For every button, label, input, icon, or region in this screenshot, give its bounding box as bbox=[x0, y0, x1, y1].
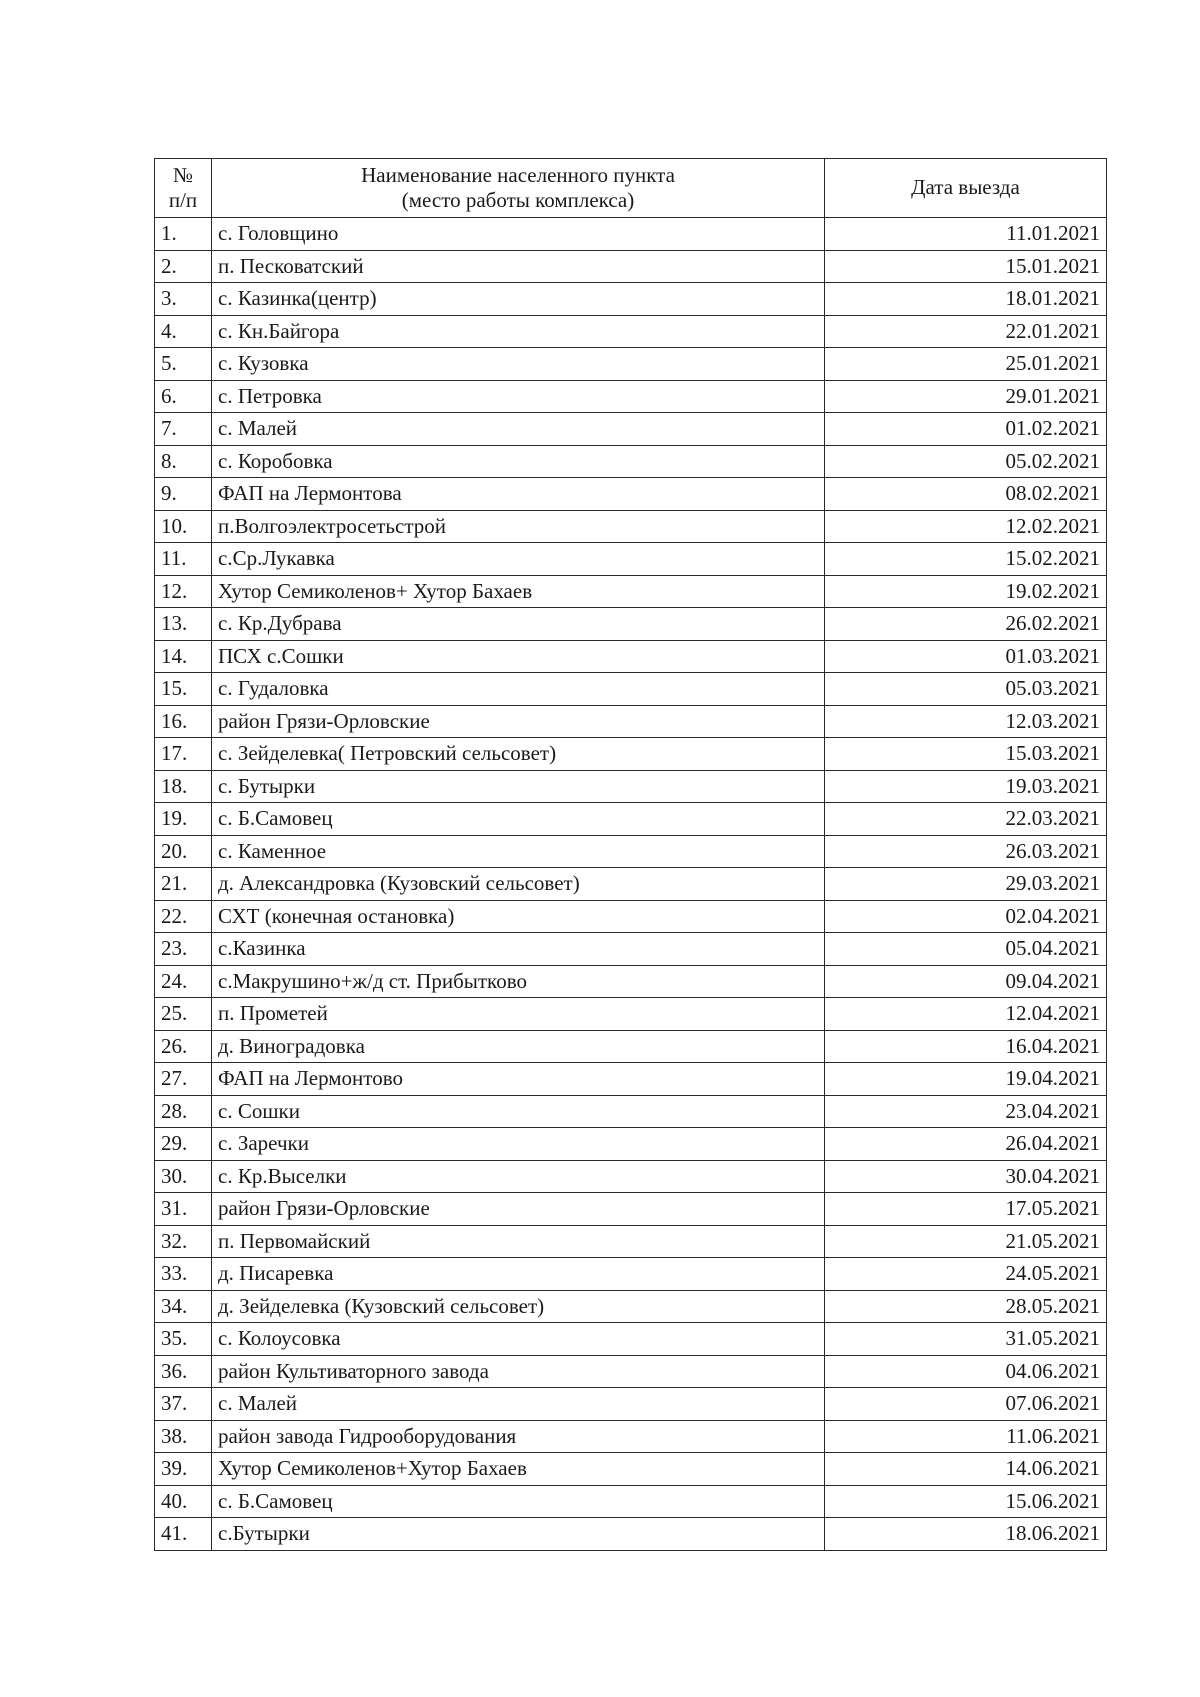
departure-date: 15.06.2021 bbox=[825, 1485, 1107, 1518]
table-row bbox=[155, 218, 1107, 251]
row-number: 28. bbox=[155, 1095, 212, 1128]
settlement-name: с. Зейделевка( Петровский сельсовет) bbox=[212, 738, 825, 771]
departure-date: 12.02.2021 bbox=[825, 510, 1107, 543]
row-number: 32. bbox=[155, 1225, 212, 1258]
settlement-name: район завода Гидрооборудования bbox=[212, 1420, 825, 1453]
table-row bbox=[155, 1258, 1107, 1291]
table-row bbox=[155, 1095, 1107, 1128]
row-number: 5. bbox=[155, 348, 212, 381]
table-row bbox=[155, 348, 1107, 381]
settlement-name: с. Заречки bbox=[212, 1128, 825, 1161]
settlement-name: с. Петровка bbox=[212, 380, 825, 413]
row-number: 7. bbox=[155, 413, 212, 446]
settlement-name: район Грязи-Орловские bbox=[212, 1193, 825, 1226]
row-number: 41. bbox=[155, 1518, 212, 1551]
table-row bbox=[155, 1420, 1107, 1453]
table-row bbox=[155, 640, 1107, 673]
row-number: 29. bbox=[155, 1128, 212, 1161]
table-row bbox=[155, 900, 1107, 933]
table-row bbox=[155, 965, 1107, 998]
table-row bbox=[155, 445, 1107, 478]
table-header bbox=[155, 159, 1107, 218]
departure-date: 24.05.2021 bbox=[825, 1258, 1107, 1291]
departure-date: 16.04.2021 bbox=[825, 1030, 1107, 1063]
table-row bbox=[155, 575, 1107, 608]
table-row bbox=[155, 770, 1107, 803]
row-number: 33. bbox=[155, 1258, 212, 1291]
table-row bbox=[155, 1388, 1107, 1421]
table-row bbox=[155, 673, 1107, 706]
settlement-name: с. Коробовка bbox=[212, 445, 825, 478]
settlement-name: с. Колоусовка bbox=[212, 1323, 825, 1356]
departure-date: 31.05.2021 bbox=[825, 1323, 1107, 1356]
table-body bbox=[155, 218, 1107, 1551]
row-number: 24. bbox=[155, 965, 212, 998]
departure-date: 12.04.2021 bbox=[825, 998, 1107, 1031]
table-row bbox=[155, 1485, 1107, 1518]
table-row bbox=[155, 738, 1107, 771]
table-row bbox=[155, 998, 1107, 1031]
row-number: 18. bbox=[155, 770, 212, 803]
row-number: 35. bbox=[155, 1323, 212, 1356]
row-number: 26. bbox=[155, 1030, 212, 1063]
row-number: 38. bbox=[155, 1420, 212, 1453]
settlement-name: ФАП на Лермонтова bbox=[212, 478, 825, 511]
settlement-name: с. Каменное bbox=[212, 835, 825, 868]
settlement-name: с. Кн.Байгора bbox=[212, 315, 825, 348]
header-number-line1: № bbox=[172, 162, 194, 187]
settlement-name: п.Волгоэлектросетьстрой bbox=[212, 510, 825, 543]
settlement-name: п. Песковатский bbox=[212, 250, 825, 283]
table-row bbox=[155, 608, 1107, 641]
row-number: 17. bbox=[155, 738, 212, 771]
table-row bbox=[155, 868, 1107, 901]
row-number: 16. bbox=[155, 705, 212, 738]
settlement-name: с.Ср.Лукавка bbox=[212, 543, 825, 576]
header-number-line2: п/п bbox=[168, 188, 198, 212]
table-row bbox=[155, 283, 1107, 316]
settlement-name: район Грязи-Орловские bbox=[212, 705, 825, 738]
table-row bbox=[155, 413, 1107, 446]
row-number: 4. bbox=[155, 315, 212, 348]
table-row bbox=[155, 380, 1107, 413]
settlement-name: п. Первомайский bbox=[212, 1225, 825, 1258]
row-number: 37. bbox=[155, 1388, 212, 1421]
row-number: 23. bbox=[155, 933, 212, 966]
table-row bbox=[155, 705, 1107, 738]
departure-date: 15.01.2021 bbox=[825, 250, 1107, 283]
settlement-name: с. Малей bbox=[212, 413, 825, 446]
row-number: 10. bbox=[155, 510, 212, 543]
departure-date: 29.03.2021 bbox=[825, 868, 1107, 901]
table-row bbox=[155, 933, 1107, 966]
departure-date: 01.03.2021 bbox=[825, 640, 1107, 673]
row-number: 36. bbox=[155, 1355, 212, 1388]
row-number: 15. bbox=[155, 673, 212, 706]
settlement-name: с. Кр.Выселки bbox=[212, 1160, 825, 1193]
table-row bbox=[155, 1160, 1107, 1193]
table-row bbox=[155, 803, 1107, 836]
table-row bbox=[155, 315, 1107, 348]
row-number: 2. bbox=[155, 250, 212, 283]
table-row bbox=[155, 1518, 1107, 1551]
departure-date: 19.04.2021 bbox=[825, 1063, 1107, 1096]
header-row bbox=[155, 159, 1107, 218]
settlement-name: ФАП на Лермонтово bbox=[212, 1063, 825, 1096]
row-number: 34. bbox=[155, 1290, 212, 1323]
table-row bbox=[155, 250, 1107, 283]
row-number: 13. bbox=[155, 608, 212, 641]
settlement-name: с. Б.Самовец bbox=[212, 1485, 825, 1518]
row-number: 27. bbox=[155, 1063, 212, 1096]
departure-date: 04.06.2021 bbox=[825, 1355, 1107, 1388]
departure-date: 08.02.2021 bbox=[825, 478, 1107, 511]
settlement-name: с. Головщино bbox=[212, 218, 825, 251]
header-number bbox=[155, 159, 212, 218]
table-row bbox=[155, 1290, 1107, 1323]
departure-date: 22.03.2021 bbox=[825, 803, 1107, 836]
settlement-name: район Культиваторного завода bbox=[212, 1355, 825, 1388]
settlement-name: Хутор Семиколенов+ Хутор Бахаев bbox=[212, 575, 825, 608]
row-number: 19. bbox=[155, 803, 212, 836]
departure-date: 25.01.2021 bbox=[825, 348, 1107, 381]
row-number: 20. bbox=[155, 835, 212, 868]
departure-date: 09.04.2021 bbox=[825, 965, 1107, 998]
departure-date: 19.02.2021 bbox=[825, 575, 1107, 608]
departure-date: 26.02.2021 bbox=[825, 608, 1107, 641]
departure-date: 28.05.2021 bbox=[825, 1290, 1107, 1323]
settlement-name: ПСХ с.Сошки bbox=[212, 640, 825, 673]
settlement-name: СХТ (конечная остановка) bbox=[212, 900, 825, 933]
departure-date: 23.04.2021 bbox=[825, 1095, 1107, 1128]
settlement-name: с. Казинка(центр) bbox=[212, 283, 825, 316]
settlement-name: с.Бутырки bbox=[212, 1518, 825, 1551]
header-name-line2: (место работы комплекса) bbox=[401, 188, 635, 212]
row-number: 40. bbox=[155, 1485, 212, 1518]
departure-date: 11.06.2021 bbox=[825, 1420, 1107, 1453]
departure-date: 19.03.2021 bbox=[825, 770, 1107, 803]
departure-date: 12.03.2021 bbox=[825, 705, 1107, 738]
table-row bbox=[155, 1063, 1107, 1096]
departure-date: 17.05.2021 bbox=[825, 1193, 1107, 1226]
table-row bbox=[155, 1225, 1107, 1258]
departure-date: 05.02.2021 bbox=[825, 445, 1107, 478]
table-row bbox=[155, 510, 1107, 543]
departure-date: 05.03.2021 bbox=[825, 673, 1107, 706]
table-row bbox=[155, 835, 1107, 868]
header-departure-date: Дата выезда bbox=[825, 159, 1107, 218]
row-number: 1. bbox=[155, 218, 212, 251]
row-number: 3. bbox=[155, 283, 212, 316]
departure-date: 30.04.2021 bbox=[825, 1160, 1107, 1193]
departure-date: 18.06.2021 bbox=[825, 1518, 1107, 1551]
row-number: 14. bbox=[155, 640, 212, 673]
departure-date: 05.04.2021 bbox=[825, 933, 1107, 966]
row-number: 9. bbox=[155, 478, 212, 511]
table-row bbox=[155, 478, 1107, 511]
settlement-name: д. Александровка (Кузовский сельсовет) bbox=[212, 868, 825, 901]
departure-date: 18.01.2021 bbox=[825, 283, 1107, 316]
table-row bbox=[155, 1323, 1107, 1356]
settlement-name: с. Б.Самовец bbox=[212, 803, 825, 836]
header-name-line1: Наименование населенного пункта bbox=[361, 162, 675, 187]
row-number: 8. bbox=[155, 445, 212, 478]
departure-date: 07.06.2021 bbox=[825, 1388, 1107, 1421]
row-number: 21. bbox=[155, 868, 212, 901]
row-number: 25. bbox=[155, 998, 212, 1031]
departure-date: 01.02.2021 bbox=[825, 413, 1107, 446]
table-row bbox=[155, 1030, 1107, 1063]
row-number: 12. bbox=[155, 575, 212, 608]
header-settlement-name bbox=[212, 159, 825, 218]
settlement-name: с. Сошки bbox=[212, 1095, 825, 1128]
settlement-name: с. Кузовка bbox=[212, 348, 825, 381]
settlement-name: Хутор Семиколенов+Хутор Бахаев bbox=[212, 1453, 825, 1486]
row-number: 30. bbox=[155, 1160, 212, 1193]
table-row bbox=[155, 1355, 1107, 1388]
settlement-name: с. Кр.Дубрава bbox=[212, 608, 825, 641]
settlement-name: с. Малей bbox=[212, 1388, 825, 1421]
departure-date: 26.03.2021 bbox=[825, 835, 1107, 868]
departure-date: 22.01.2021 bbox=[825, 315, 1107, 348]
table-row bbox=[155, 543, 1107, 576]
table-row bbox=[155, 1193, 1107, 1226]
departure-date: 14.06.2021 bbox=[825, 1453, 1107, 1486]
settlement-name: д. Писаревка bbox=[212, 1258, 825, 1291]
settlement-name: с.Макрушино+ж/д ст. Прибытково bbox=[212, 965, 825, 998]
row-number: 39. bbox=[155, 1453, 212, 1486]
departure-date: 21.05.2021 bbox=[825, 1225, 1107, 1258]
settlement-name: с.Казинка bbox=[212, 933, 825, 966]
row-number: 31. bbox=[155, 1193, 212, 1226]
row-number: 6. bbox=[155, 380, 212, 413]
settlement-name: с. Бутырки bbox=[212, 770, 825, 803]
table-row bbox=[155, 1128, 1107, 1161]
schedule-table bbox=[154, 158, 1107, 1551]
table-row bbox=[155, 1453, 1107, 1486]
settlement-name: п. Прометей bbox=[212, 998, 825, 1031]
row-number: 22. bbox=[155, 900, 212, 933]
row-number: 11. bbox=[155, 543, 212, 576]
settlement-name: д. Виноградовка bbox=[212, 1030, 825, 1063]
departure-date: 11.01.2021 bbox=[825, 218, 1107, 251]
settlement-name: с. Гудаловка bbox=[212, 673, 825, 706]
departure-date: 29.01.2021 bbox=[825, 380, 1107, 413]
departure-date: 02.04.2021 bbox=[825, 900, 1107, 933]
departure-date: 15.03.2021 bbox=[825, 738, 1107, 771]
settlement-name: д. Зейделевка (Кузовский сельсовет) bbox=[212, 1290, 825, 1323]
departure-date: 26.04.2021 bbox=[825, 1128, 1107, 1161]
departure-date: 15.02.2021 bbox=[825, 543, 1107, 576]
